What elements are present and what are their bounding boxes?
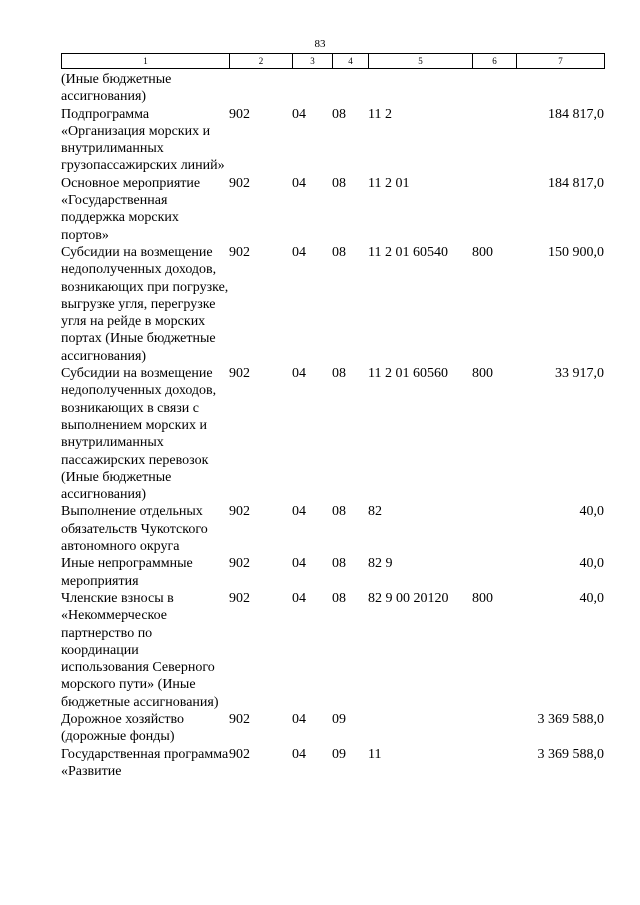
- table-row: [61, 106, 604, 175]
- row-name: Основное мероприятие «Государственная поддержка морских портов»: [61, 175, 201, 243]
- row-section: 04: [292, 106, 306, 122]
- row-section: 04: [292, 556, 306, 572]
- table-row: [61, 244, 604, 365]
- row-amount: 184 817,0: [548, 175, 604, 191]
- row-section: 04: [292, 366, 306, 382]
- row-target-code: 82: [368, 504, 382, 520]
- row-amount: 3 369 588,0: [537, 711, 604, 727]
- row-subsection: 08: [332, 366, 346, 382]
- row-ministry-code: 902: [229, 366, 250, 382]
- row-name: (Иные бюджетные ассигнования): [61, 72, 172, 105]
- table-row: [61, 590, 604, 711]
- row-amount: 40,0: [579, 556, 604, 572]
- row-target-code: 11 2: [368, 106, 392, 122]
- row-ministry-code: 902: [229, 504, 250, 520]
- row-subsection: 08: [332, 504, 346, 520]
- row-name: Иные непрограммные мероприятия: [61, 556, 193, 589]
- table-row: [61, 711, 604, 746]
- row-ministry-code: 902: [229, 590, 250, 606]
- header-cell-2: 2: [230, 54, 293, 69]
- row-target-code: 82 9 00 20120: [368, 590, 449, 606]
- row-subsection: 09: [332, 711, 346, 727]
- row-subsection: 08: [332, 590, 346, 606]
- header-cell-3: 3: [293, 54, 333, 69]
- row-ministry-code: 902: [229, 175, 250, 191]
- row-target-code: 82 9: [368, 556, 393, 572]
- budget-table-body: [61, 71, 604, 780]
- table-row: [61, 503, 604, 555]
- row-expense-type: 800: [472, 590, 493, 606]
- header-cell-1: 1: [62, 54, 230, 69]
- table-row: [61, 175, 604, 244]
- row-name: Субсидии на возмещение недополученных доходов, возникающих в связи с выполнением морских и внутрилиманных пассажирских перевозок (Иные бюджетные ассигнования): [61, 366, 217, 503]
- row-section: 04: [292, 504, 306, 520]
- header-cell-4: 4: [333, 54, 369, 69]
- row-ministry-code: 902: [229, 556, 250, 572]
- row-target-code: 11 2 01: [368, 175, 410, 191]
- row-subsection: 09: [332, 746, 346, 762]
- header-cell-5: 5: [369, 54, 473, 69]
- row-name: Членские взносы в «Некоммерческое партнерство по координации использования Северного морского пути» (Иные бюджетные ассигнования): [61, 590, 219, 710]
- row-ministry-code: 902: [229, 244, 250, 260]
- row-ministry-code: 902: [229, 746, 250, 762]
- table-row: [61, 71, 604, 106]
- row-name: Дорожное хозяйство (дорожные фонды): [61, 711, 185, 745]
- row-ministry-code: 902: [229, 711, 250, 727]
- column-number-header: [61, 53, 605, 69]
- row-target-code: 11 2 01 60540: [368, 244, 448, 260]
- header-cell-7: 7: [517, 54, 605, 69]
- table-row: [61, 365, 604, 503]
- row-expense-type: 800: [472, 244, 493, 260]
- row-ministry-code: 902: [229, 106, 250, 122]
- row-subsection: 08: [332, 244, 346, 260]
- row-amount: 33 917,0: [555, 366, 604, 382]
- row-subsection: 08: [332, 556, 346, 572]
- page-number: 83: [314, 38, 326, 50]
- table-row: [61, 555, 604, 590]
- row-amount: 3 369 588,0: [537, 746, 604, 762]
- row-amount: 150 900,0: [548, 244, 604, 260]
- row-amount: 40,0: [579, 590, 604, 606]
- row-section: 04: [292, 175, 306, 191]
- row-name: Государственная программа «Развитие: [61, 746, 229, 779]
- row-subsection: 08: [332, 106, 346, 122]
- row-section: 04: [292, 590, 306, 606]
- row-name: Субсидии на возмещение недополученных доходов, возникающих при погрузке, выгрузке угля, перегрузке угля на рейде в морских портах (Иные бюджетные ассигнования): [61, 244, 229, 364]
- row-amount: 184 817,0: [548, 106, 604, 122]
- row-section: 04: [292, 711, 306, 727]
- row-name: Подпрограмма «Организация морских и внутрилиманных грузопассажирских линий»: [61, 106, 225, 174]
- table-row: [61, 746, 604, 781]
- row-section: 04: [292, 746, 306, 762]
- row-amount: 40,0: [579, 504, 604, 520]
- row-target-code: 11 2 01 60560: [368, 366, 448, 382]
- row-subsection: 08: [332, 175, 346, 191]
- row-target-code: 11: [368, 746, 382, 762]
- row-name: Выполнение отдельных обязательств Чукотского автономного округа: [61, 504, 208, 555]
- row-section: 04: [292, 244, 306, 260]
- header-cell-6: 6: [473, 54, 517, 69]
- row-expense-type: 800: [472, 366, 493, 382]
